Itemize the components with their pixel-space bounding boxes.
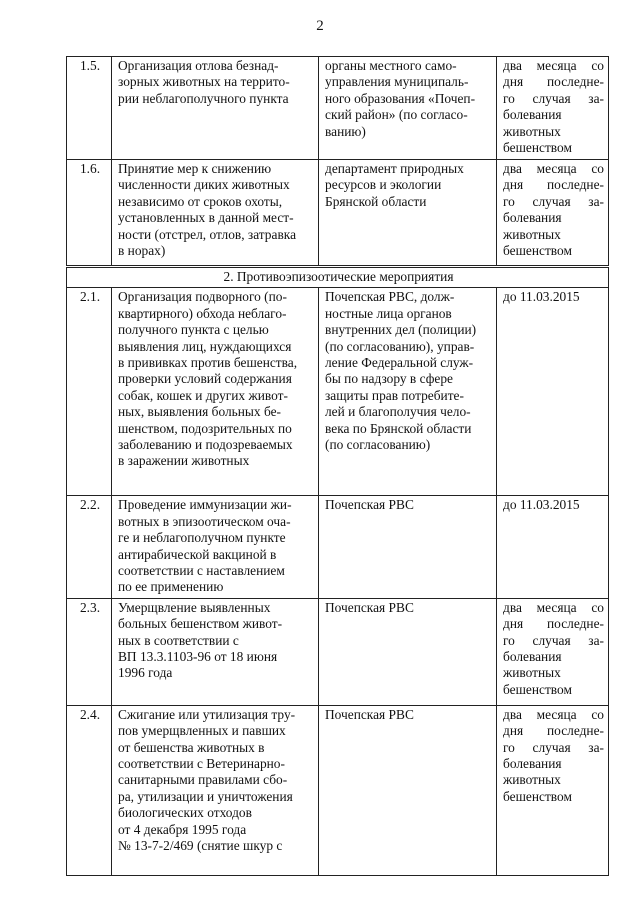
text-line: лей и благополучия чело- <box>325 404 471 420</box>
text-line: Брянской области <box>325 193 427 209</box>
text-line: защиты прав потребите- <box>325 387 464 403</box>
text-line: антирабической вакциной в <box>118 546 277 562</box>
text-line: 2.1. <box>79 289 101 305</box>
text-line: 2.3. <box>79 599 101 615</box>
text-line: в норах) <box>118 243 166 259</box>
text-line: зорных животных на террито- <box>118 74 290 90</box>
text-line: № 13-7-2/469 (снятие шкур с <box>118 838 283 854</box>
term-text <box>497 160 609 267</box>
responsible-text <box>319 160 497 267</box>
text-line: два месяца со <box>503 706 604 722</box>
text-line: 1.6. <box>79 161 101 176</box>
text-line: два месяца со <box>503 161 604 176</box>
responsible-text <box>319 705 497 875</box>
text-line: департамент природных <box>325 161 464 176</box>
text-line: болевания <box>503 649 562 665</box>
text-line: два месяца со <box>503 58 604 73</box>
text-line: дня последне- <box>503 723 604 739</box>
text-line: собак, кошек и других живот- <box>118 387 288 403</box>
action-text <box>112 705 319 875</box>
text-line: в прививках против бешенства, <box>118 355 298 371</box>
table-row <box>67 705 609 875</box>
text-line: ВП 13.3.1103-96 от 18 июня <box>118 649 278 665</box>
term-text <box>497 57 609 160</box>
text-line: органы местного само- <box>325 58 457 73</box>
text-line: ностные лица органов <box>325 305 452 321</box>
action-text <box>112 288 319 496</box>
text-line: Организация отлова безнад- <box>118 58 279 73</box>
text-line: биологических отходов <box>118 805 252 821</box>
text-line: (по согласованию) <box>325 437 431 453</box>
action-text <box>112 57 319 160</box>
text-line: по ее применению <box>118 579 224 595</box>
table-row <box>67 57 609 160</box>
text-line: два месяца со <box>503 599 604 615</box>
table-row <box>67 496 609 598</box>
table-row <box>67 598 609 705</box>
item-number <box>67 598 112 705</box>
text-line: Умерщвление выявленных <box>118 599 271 615</box>
text-line: Почепская РВС <box>325 599 414 615</box>
responsible-text <box>319 288 497 496</box>
text-line: больных бешенством живот- <box>118 616 283 632</box>
item-number <box>67 496 112 598</box>
table-row <box>67 160 609 267</box>
text-line: дня последне- <box>503 74 604 90</box>
section-header-row <box>67 267 609 288</box>
text-line: болевания <box>503 756 562 772</box>
text-line: соответствии с Ветеринарно- <box>118 756 285 772</box>
action-text <box>112 496 319 598</box>
text-line: дня последне- <box>503 616 604 632</box>
text-line: заболеванию и подозреваемых <box>118 437 293 453</box>
text-line: болевания <box>503 107 562 123</box>
text-line: шенством, подозрительных по <box>118 420 292 436</box>
text-line: го случая за- <box>503 90 604 106</box>
term-text <box>497 496 609 598</box>
text-line: 1.5. <box>79 58 101 73</box>
text-line: Принятие мер к снижению <box>118 161 272 176</box>
text-line: века по Брянской области <box>325 420 472 436</box>
text-line: (по согласованию), управ- <box>325 338 475 354</box>
text-line: болевания <box>503 210 562 226</box>
text-line: ного образования «Почеп- <box>325 90 476 106</box>
responsible-text <box>319 598 497 705</box>
text-line: бы по надзору в сфере <box>325 371 453 387</box>
text-line: управления муниципаль- <box>325 74 469 90</box>
text-line: Почепская РВС, долж- <box>325 289 455 305</box>
measures-table <box>66 56 609 876</box>
text-line: до 11.03.2015 <box>503 289 580 305</box>
text-line: Организация подворного (по- <box>118 289 287 305</box>
text-line: бешенством <box>503 140 572 156</box>
text-line: го случая за- <box>503 739 604 755</box>
text-line: получного пункта с целью <box>118 322 269 338</box>
text-line: вотных в эпизоотическом оча- <box>118 513 291 529</box>
term-text <box>497 288 609 496</box>
text-line: ресурсов и экологии <box>325 177 442 193</box>
text-line: ра, утилизации и уничтожения <box>118 788 293 804</box>
text-line: животных <box>503 226 561 242</box>
text-line: ванию) <box>325 123 366 139</box>
text-line: бешенством <box>503 243 572 259</box>
text-line: выявления лиц, нуждающихся <box>118 338 292 354</box>
text-line: ский район» (по согласо- <box>325 107 468 123</box>
item-number <box>67 705 112 875</box>
text-line: бешенством <box>503 788 572 804</box>
term-text <box>497 598 609 705</box>
text-line: санитарными правилами сбо- <box>118 772 288 788</box>
term-text <box>497 705 609 875</box>
text-line: независимо от сроков охоты, <box>118 193 283 209</box>
text-line: Почепская РВС <box>325 497 414 513</box>
text-line: животных <box>503 665 561 681</box>
action-text <box>112 598 319 705</box>
text-line: го случая за- <box>503 193 604 209</box>
text-line: 1996 года <box>118 665 173 681</box>
text-line: от бешенства животных в <box>118 739 265 755</box>
text-line: до 11.03.2015 <box>503 497 580 513</box>
text-line: ности (отстрел, отлов, затравка <box>118 226 297 242</box>
text-line: 2.4. <box>79 706 101 722</box>
text-line: животных <box>503 772 561 788</box>
text-line: ных, выявления больных бе- <box>118 404 282 420</box>
action-text <box>112 160 319 267</box>
text-line: ление Федеральной служ- <box>325 355 474 371</box>
text-line: Почепская РВС <box>325 706 414 722</box>
section-title: 2. Противоэпизоотические мероприятия <box>67 267 609 288</box>
table-row <box>67 288 609 496</box>
text-line: проверки условий содержания <box>118 371 292 387</box>
text-line: в заражении животных <box>118 453 250 469</box>
text-line: ге и неблагополучном пункте <box>118 530 286 546</box>
text-line: дня последне- <box>503 177 604 193</box>
item-number <box>67 57 112 160</box>
text-line: ных в соответствии с <box>118 632 239 648</box>
text-line: численности диких животных <box>118 177 290 193</box>
text-line: рии неблагополучного пункта <box>118 90 289 106</box>
responsible-text <box>319 496 497 598</box>
text-line: Сжигание или утилизация тру- <box>118 706 296 722</box>
text-line: Проведение иммунизации жи- <box>118 497 292 513</box>
text-line: соответствии с наставлением <box>118 563 285 579</box>
responsible-text <box>319 57 497 160</box>
text-line: бешенством <box>503 681 572 697</box>
item-number <box>67 160 112 267</box>
text-line: квартирного) обхода неблаго- <box>118 305 287 321</box>
text-line: от 4 декабря 1995 года <box>118 821 247 837</box>
text-line: 2.2. <box>79 497 101 513</box>
text-line: животных <box>503 123 561 139</box>
text-line: го случая за- <box>503 632 604 648</box>
text-line: пов умерщвленных и павших <box>118 723 286 739</box>
page-number: 2 <box>316 18 324 34</box>
item-number <box>67 288 112 496</box>
text-line: установленных в данной мест- <box>118 210 294 226</box>
text-line: внутренних дел (полиции) <box>325 322 477 338</box>
